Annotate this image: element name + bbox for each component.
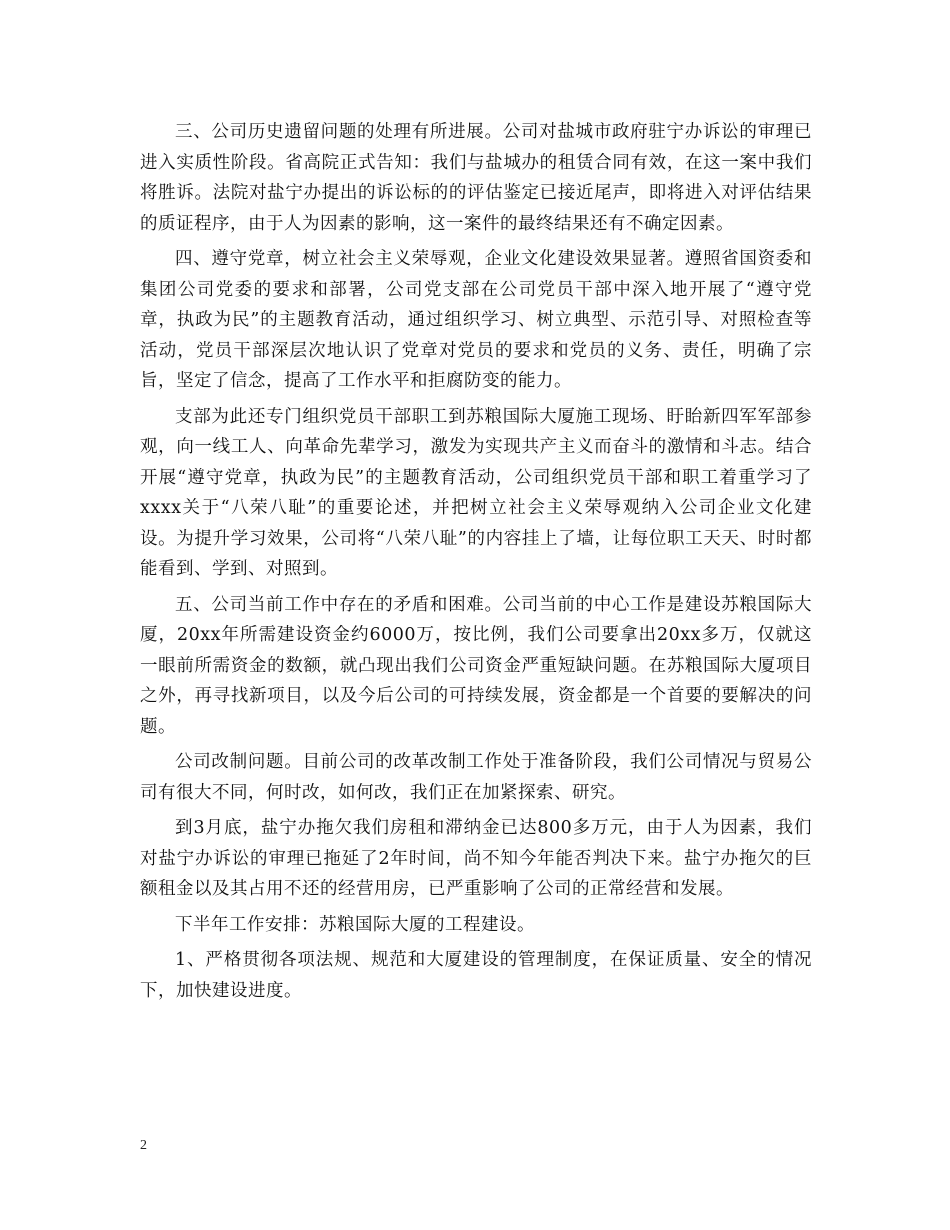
- paragraph-branch-activities: 支部为此还专门组织党员干部职工到苏粮国际大厦施工现场、盱眙新四军军部参观，向一线工人、向革命先辈学习，激发为实现共产主义而奋斗的激情和斗志。结合开展“遵守党章，执政为民”的主题教育活动，公司组织党员干部和职工着重学习了xxxx关于“八荣八耻”的重要论述，并把树立社会主义荣辱观纳入公司企业文化建设。为提升学习效果，公司将“八荣八耻”的内容挂上了墙，让每位职工天天、时时都能看到、学到、对照到。: [140, 406, 812, 579]
- paragraph-second-half-plan: 下半年工作安排：苏粮国际大厦的工程建设。: [175, 914, 535, 935]
- paragraph-current-difficulties: 五、公司当前工作中存在的矛盾和困难。公司当前的中心工作是建设苏粮国际大厦，20xx年所需建设资金约6000万，按比例，我们公司要拿出20xx多万，仅就这一眼前所需资金的数额，就凸现出我们公司资金严重短缺问题。在苏粮国际大厦项目之外，再寻找新项目，以及今后公司的可持续发展，资金都是一个首要的要解决的问题。: [140, 594, 812, 737]
- paragraph-restructuring: 公司改制问题。目前公司的改革改制工作处于准备阶段，我们公司情况与贸易公司有很大不同，何时改，如何改，我们正在加紧探索、研究。: [140, 752, 812, 803]
- paragraph-rent-arrears: 到3月底，盐宁办拖欠我们房租和滞纳金已达800多万元，由于人为因素，我们对盐宁办诉讼的审理已拖延了2年时间，尚不知今年能否判决下来。盐宁办拖欠的巨额租金以及其占用不还的经营用房，已严重影响了公司的正常经营和发展。: [140, 818, 812, 899]
- page-number: 2: [140, 1138, 147, 1153]
- paragraph-plan-item-1: 1、严格贯彻各项法规、规范和大厦建设的管理制度，在保证质量、安全的情况下，加快建设进度。: [140, 950, 812, 1001]
- paragraph-party-constitution: 四、遵守党章，树立社会主义荣辱观，企业文化建设效果显著。遵照省国资委和集团公司党委的要求和部署，公司党支部在公司党员干部中深入地开展了“遵守党章，执政为民”的主题教育活动，通过组织学习、树立典型、示范引导、对照检查等活动，党员干部深层次地认识了党章对党员的要求和党员的义务、责任，明确了宗旨，坚定了信念，提高了工作水平和拒腐防变的能力。: [140, 249, 812, 391]
- document-body: [140, 117, 812, 1011]
- paragraph-history-issues: 三、公司历史遗留问题的处理有所进展。公司对盐城市政府驻宁办诉讼的审理已进入实质性阶段。省高院正式告知：我们与盐城办的租赁合同有效，在这一案中我们将胜诉。法院对盐宁办提出的诉讼标的的评估鉴定已接近尾声，即将进入对评估结果的质证程序，由于人为因素的影响，这一案件的最终结果还有不确定因素。: [140, 122, 812, 234]
